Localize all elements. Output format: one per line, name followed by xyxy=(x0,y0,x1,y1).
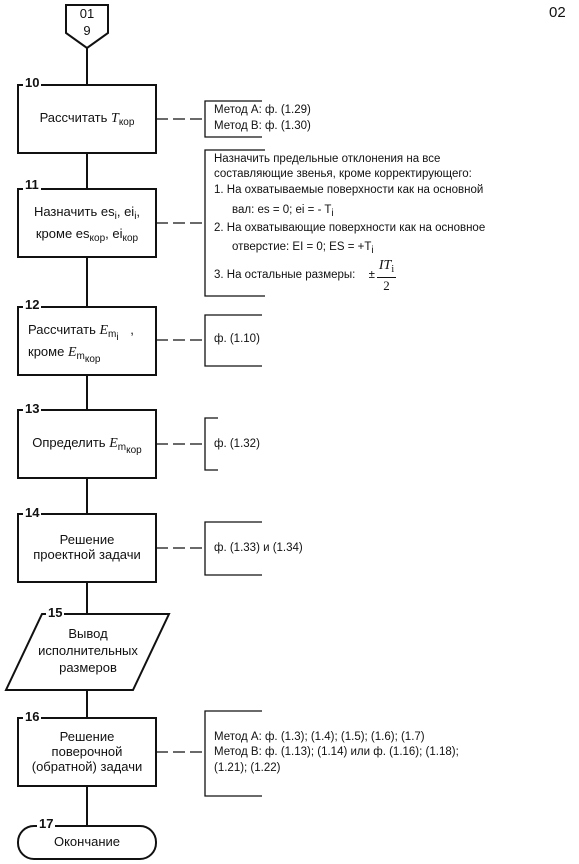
step-number-12: 12 xyxy=(25,297,40,312)
note-10-line2: Метод В: ф. (1.30) xyxy=(214,120,311,132)
connector-label-2: 9 xyxy=(83,23,91,38)
step-16-label-line3: (обратной) задачи xyxy=(31,759,143,774)
step-number-16: 16 xyxy=(25,709,40,724)
step-16-label-line1: Решение xyxy=(59,729,115,744)
note-13: ф. (1.32) xyxy=(214,438,260,450)
step-14-label-line2: проектной задачи xyxy=(33,547,141,562)
step-12-label-line1: Рассчитать $E_{m_i}$ , xyxy=(28,322,134,343)
note-16-line1: Метод А: ф. (1.3); (1.4); (1.5); (1.6); (1.7) xyxy=(214,731,425,743)
note-11-line3: 1. На охватываемые поверхности как на основной xyxy=(214,184,484,196)
note-11-line2: составляющие звенья, кроме корректирующего: xyxy=(214,168,472,180)
note-11-line5: 2. На охватывающие поверхности как на основное xyxy=(214,222,486,234)
note-11-line1: Назначить предельные отклонения на все xyxy=(214,153,441,165)
step-12-label-line2: кроме $E_{m_{кор}}$ xyxy=(28,344,101,365)
note-11-line6: отверстие: EI = 0; ES = $+T_i$ xyxy=(232,241,374,256)
step-number-10: 10 xyxy=(25,75,40,90)
connector-label-1: 01 xyxy=(79,6,95,21)
note-12: ф. (1.10) xyxy=(214,333,260,345)
step-11-label-line1: Назначить $es_i$, $ei_i$, xyxy=(33,204,141,222)
note-16-line3: (1.21); (1.22) xyxy=(214,762,281,774)
step-14-label-line1: Решение xyxy=(59,532,115,547)
step-number-14: 14 xyxy=(25,505,40,520)
step-16-label-line2: поверочной xyxy=(51,744,123,759)
note-10-line1: Метод А: ф. (1.29) xyxy=(214,104,311,116)
step-15-label-line2: исполнительных xyxy=(38,643,138,658)
step-11-label-line2: кроме $es_{кор}$, $ei_{кор}$ xyxy=(35,226,139,244)
step-17-label: Окончание xyxy=(53,834,121,849)
step-15-label-line1: Вывод xyxy=(68,626,108,641)
step-number-13: 13 xyxy=(25,401,40,416)
step-number-11: 11 xyxy=(25,177,39,192)
page-number: 02 xyxy=(549,4,566,21)
fraction-it-over-2: $\frac{IT_i}{2}$ xyxy=(378,258,395,293)
step-10-label: Рассчитать $T_{кор}$ xyxy=(39,110,135,128)
step-number-17: 17 xyxy=(39,816,54,831)
note-11-line7: 3. На остальные размеры: ± $\frac{IT_i}{2}$ xyxy=(214,258,395,293)
step-13-label: Определить $E_{m_{кор}}$ xyxy=(32,435,142,456)
note-14: ф. (1.33) и (1.34) xyxy=(214,542,303,554)
note-11-line4: вал: es = 0; ei = - $T_i$ xyxy=(232,204,334,219)
note-16-line2: Метод В: ф. (1.13); (1.14) или ф. (1.16); (1.18); xyxy=(214,746,459,758)
step-number-15: 15 xyxy=(48,605,63,620)
step-15-label-line3: размеров xyxy=(59,660,117,675)
